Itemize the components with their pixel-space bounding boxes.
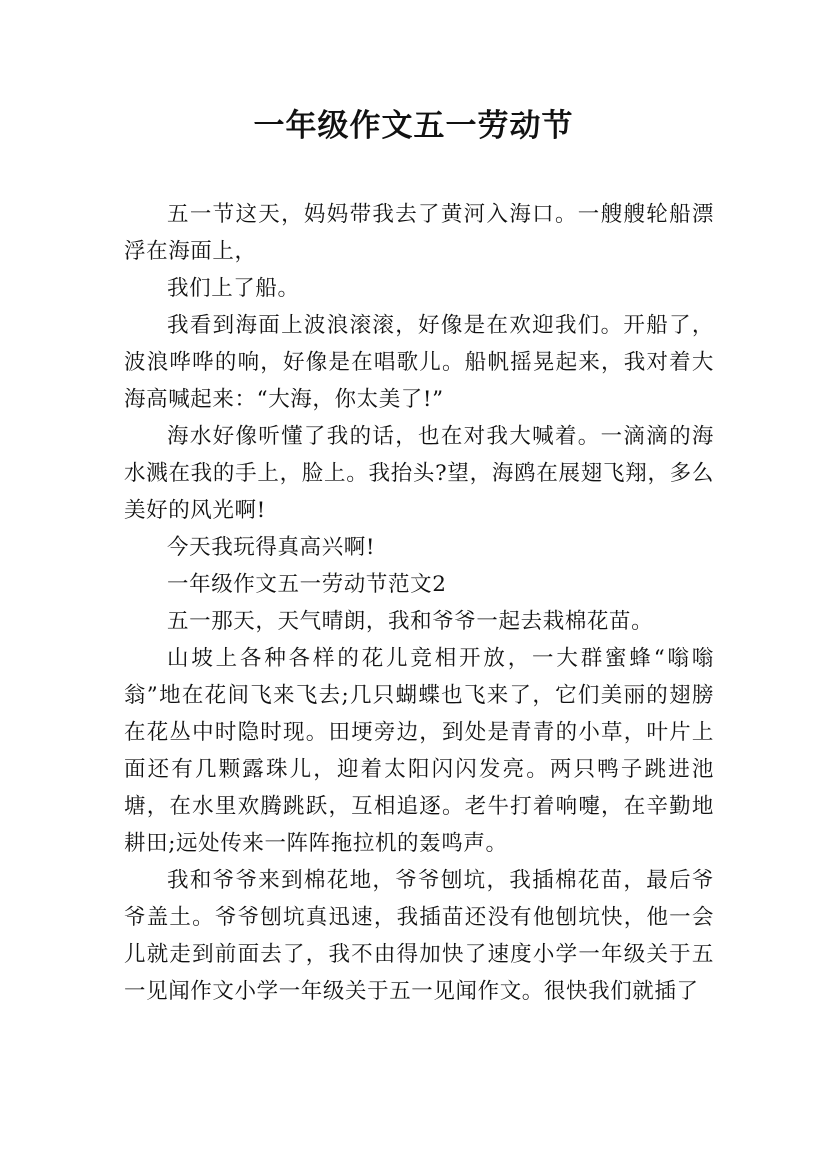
paragraph: 我看到海面上波浪滚滚，好像是在欢迎我们。开船了，波浪哗哗的响，好像是在唱歌儿。船帆摇晃起来，我对着大海高喊起来：“大海，你太美了!” bbox=[124, 313, 714, 412]
section-heading: 一年级作文五一劳动节范文2 bbox=[167, 572, 447, 597]
paragraph: 五一节这天，妈妈带我去了黄河入海口。一艘艘轮船漂浮在海面上， bbox=[124, 202, 714, 264]
paragraph: 山坡上各种各样的花儿竞相开放，一大群蜜蜂“嗡嗡翁”地在花间飞来飞去;几只蝴蝶也飞来了，它们美丽的翅膀在花丛中时隐时现。田埂旁边，到处是青青的小草，叶片上面还有几颗露珠儿，迎着太阳闪闪发亮。两只鸭子跳进池塘，在水里欢腾跳跃，互相追逐。老牛打着响嚏，在辛勤地耕田;远处传来一阵阵拖拉机的轰鸣声。 bbox=[124, 646, 714, 856]
paragraph: 今天我玩得真高兴啊! bbox=[167, 535, 376, 560]
paragraph: 我们上了船。 bbox=[167, 276, 300, 301]
document-body bbox=[124, 196, 714, 1010]
paragraph: 我和爷爷来到棉花地，爷爷刨坑，我插棉花苗，最后爷爷盖土。爷爷刨坑真迅速，我插苗还没有他刨坑快，他一会儿就走到前面去了，我不由得加快了速度小学一年级关于五一见闻作文小学一年级关于五一见闻作文。很快我们就插了 bbox=[124, 868, 714, 1004]
page-title: 一年级作文五一劳动节 bbox=[253, 108, 574, 144]
paragraph: 海水好像听懂了我的话，也在对我大喊着。一滴滴的海水溅在我的手上，脸上。我抬头?望，海鸥在展翅飞翔，多么美好的风光啊! bbox=[124, 424, 714, 523]
paragraph: 五一那天，天气晴朗，我和爷爷一起去栽棉花苗。 bbox=[167, 609, 654, 634]
